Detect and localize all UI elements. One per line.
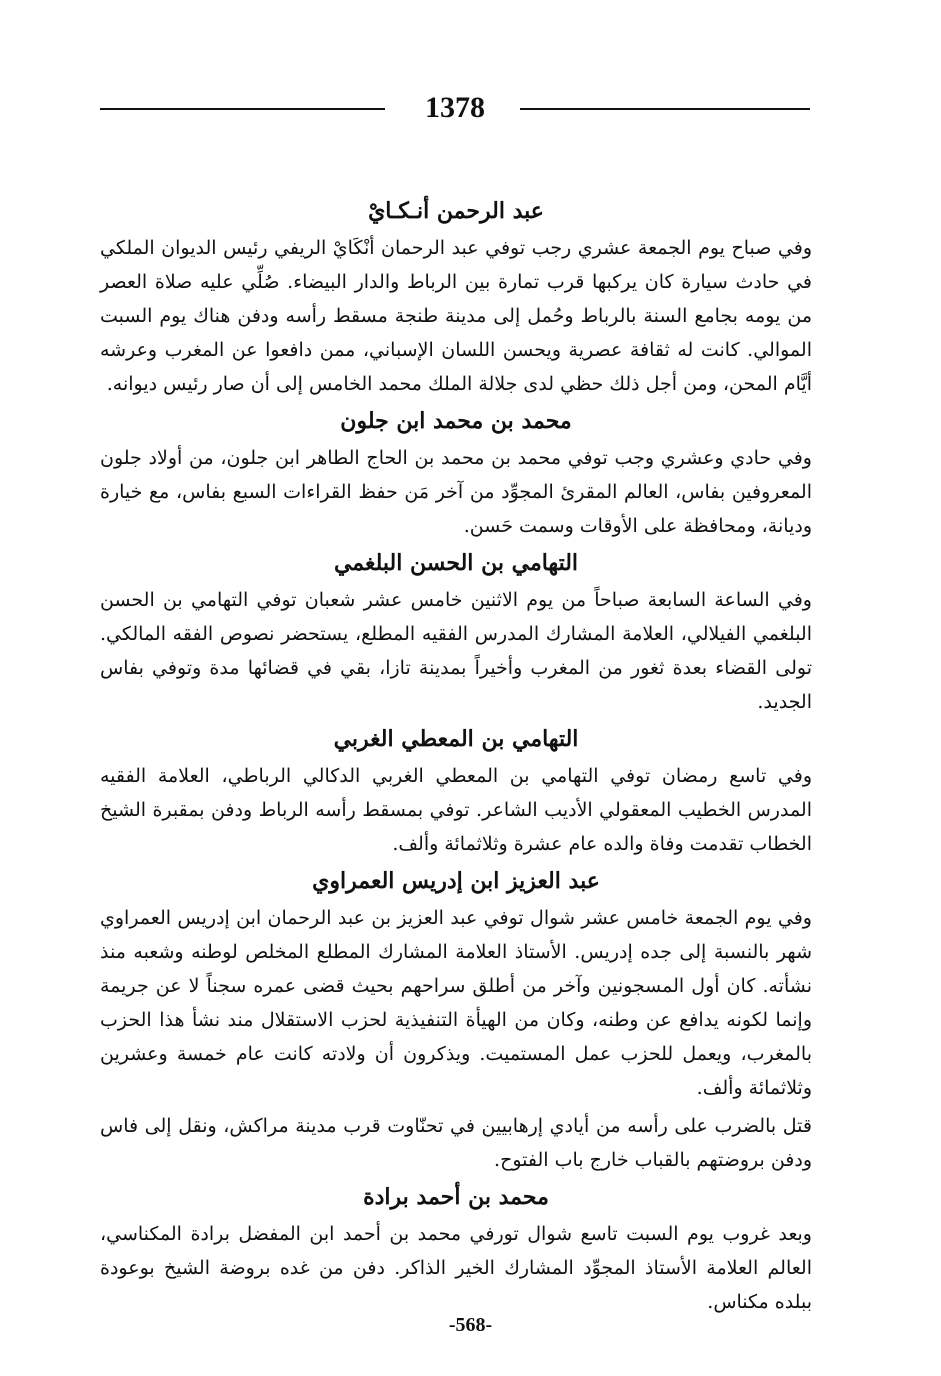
- entry-title: التهامي بن الحسن البلغمي: [333, 550, 579, 576]
- header-rule-right: [520, 108, 810, 110]
- header-page-number: 1378: [425, 91, 485, 124]
- entry: [100, 865, 812, 1177]
- entry: [100, 1181, 812, 1319]
- entry-title: التهامي بن المعطي الغربي: [333, 726, 579, 752]
- footer-page-number: -568-: [448, 1314, 493, 1336]
- entry: [100, 405, 812, 543]
- entry-paragraph: وفي يوم الجمعة خامس عشر شوال توفي عبد العزيز بن عبد الرحمان ابن إدريس العمراوي شهر بالنسبة إلى جده إدريس. الأستاذ العلامة المشارك المطلع المخلص لوطنه وشعبه منذ نشأته. كان أول المسجونين وآخر من أطلق سراحهم بحيث قضى عمره سجناً لا عن جريمة وإنما لكونه يدافع عن وطنه، وكان من الهيأة التنفيذية لحزب الاستقلال مند نشأ هذا الحزب بالمغرب، ويعمل للحزب عمل المستميت. ويذكرون أن ولادته كانت عام خمسة وعشرين وثلاثمائة وألف.: [100, 907, 812, 1099]
- entry-paragraph: وفي تاسع رمضان توفي التهامي بن المعطي الغربي الدكالي الرباطي، العلامة الفقيه المدرس الخطيب المعقولي الأديب الشاعر. توفي بمسقط رأسه الرباط ودفن بمقبرة الشيخ الخطاب تقدمت وفاة والده عام عشرة وثلاثمائة وألف.: [100, 765, 812, 855]
- entry: [100, 723, 812, 861]
- entry-paragraph: قتل بالضرب على رأسه من أيادي إرهابيين في تحنّاوت قرب مدينة مراكش، ونقل إلى فاس ودفن بروضتهم بالقباب خارج باب الفتوح.: [100, 1115, 812, 1171]
- entry-paragraph: وفي الساعة السابعة صباحاً من يوم الاثنين خامس عشر شعبان توفي التهامي بن الحسن البلغمي الفيلالي، العلامة المشارك المدرس الفقيه المطلع، يستحضر نصوص الفقه المالكي. تولى القضاء بعدة ثغور من المغرب وأخيراً بمدينة تازا، بقي في قضائها مدة وتوفي بفاس الجديد.: [100, 589, 812, 713]
- page-header: [100, 86, 810, 130]
- entry-title: عبد العزيز ابن إدريس العمراوي: [312, 868, 600, 894]
- entry-title: عبد الرحمن أنـكـايْ: [368, 198, 544, 224]
- entry-paragraph: وفي حادي وعشري وجب توفي محمد بن محمد بن الحاج الطاهر ابن جلون، من أولاد جلون المعروفين بفاس، العالم المقرئ المجوِّد من آخر مَن حفظ القراءات السبع بفاس، مع خيارة وديانة، ومحافظة على الأوقات وسمت حَسن.: [100, 447, 812, 537]
- page-body: [100, 195, 812, 1323]
- entry-paragraph: وبعد غروب يوم السبت تاسع شوال تورفي محمد بن أحمد ابن المفضل برادة المكناسي، العالم العلامة الأستاذ المجوِّد المشارك الخير الذاكر. دفن من غده بروضة الشيخ بوعودة ببلده مكناس.: [100, 1223, 812, 1313]
- entry-title: محمد بن محمد ابن جلون: [340, 408, 572, 434]
- entry-title: محمد بن أحمد برادة: [363, 1184, 549, 1210]
- entry: [100, 195, 812, 401]
- entry-paragraph: وفي صباح يوم الجمعة عشري رجب توفي عبد الرحمان أنْكَايْ الريفي رئيس الديوان الملكي في حادث سيارة كان يركبها قرب تمارة بين الرباط والدار البيضاء. صُلِّي عليه صلاة العصر من يومه بجامع السنة بالرباط وحُمل إلى مدينة طنجة مسقط رأسه ودفن هناك يوم السبت الموالي. كانت له ثقافة عصرية ويحسن اللسان الإسباني، ممن دافعوا عن المغرب وعرشه أيَّام المحن، ومن أجل ذلك حظي لدى جلالة الملك محمد الخامس إلى أن صار رئيس ديوانه.: [100, 237, 812, 395]
- entry: [100, 547, 812, 719]
